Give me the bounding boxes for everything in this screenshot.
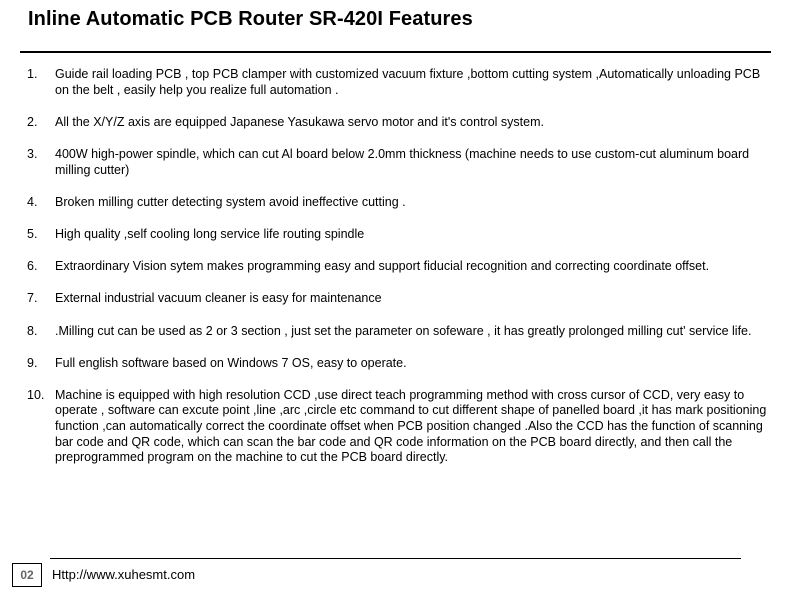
feature-item-3: [27, 147, 767, 178]
feature-item-9: [27, 356, 767, 372]
feature-item-4: [27, 195, 767, 211]
feature-number: 7.: [27, 291, 38, 306]
feature-list: [27, 67, 767, 482]
feature-text: Guide rail loading PCB , top PCB clamper with customized vacuum fixture ,bottom cutting system ,Automatically unloading PCB on the belt , easily help you realize full automation .: [55, 67, 761, 97]
feature-number: 3.: [27, 146, 38, 161]
feature-number: 9.: [27, 355, 38, 370]
feature-text: High quality ,self cooling long service life routing spindle: [55, 226, 365, 241]
footer-url-link[interactable]: Http://www.xuhesmt.com: [52, 567, 196, 582]
title-divider: [20, 51, 771, 53]
feature-text: Machine is equipped with high resolution CCD ,use direct teach programming method with cross cursor of CCD, very easy to operate , software can excute point ,line ,arc ,circle etc command to cut different shape of panelled board ,it has mark positioning function ,can automatically correct the coordinate offset when PCB position changed .Also the CCD has the function of scanning bar code and QR code, which can scan the bar code and QR code information on the PCB board directly, and then call the preprogrammed program on the machine to cut the PCB board directly.: [55, 387, 767, 465]
feature-number: 5.: [27, 226, 38, 241]
footer-divider: [50, 558, 741, 559]
feature-text: External industrial vacuum cleaner is easy for maintenance: [55, 291, 382, 306]
feature-number: 4.: [27, 194, 38, 209]
feature-number: 2.: [27, 114, 38, 129]
feature-item-6: [27, 259, 767, 275]
feature-text: Extraordinary Vision sytem makes programming easy and support fiducial recognition and correcting coordinate offset.: [55, 259, 710, 274]
feature-item-8: [27, 324, 767, 340]
page-title: Inline Automatic PCB Router SR-420I Features: [28, 8, 473, 30]
page-number: 02: [12, 563, 42, 587]
feature-item-5: [27, 227, 767, 243]
feature-text: Full english software based on Windows 7 OS, easy to operate.: [55, 355, 407, 370]
feature-number: 1.: [27, 67, 38, 81]
feature-number: 10.: [27, 387, 45, 402]
feature-text: .Milling cut can be used as 2 or 3 section , just set the parameter on sofeware , it has greatly prolonged milling cut' service life.: [55, 323, 752, 338]
feature-item-1: [27, 67, 767, 98]
feature-number: 8.: [27, 323, 38, 338]
feature-number: 6.: [27, 259, 38, 274]
feature-item-2: [27, 115, 767, 131]
feature-item-7: [27, 291, 767, 307]
feature-text: 400W high-power spindle, which can cut Al board below 2.0mm thickness (machine needs to use custom-cut aluminum board milling cutter): [55, 146, 750, 177]
feature-text: Broken milling cutter detecting system avoid ineffective cutting .: [55, 194, 406, 209]
feature-text: All the X/Y/Z axis are equipped Japanese Yasukawa servo motor and it's control system.: [55, 114, 544, 129]
feature-item-10: [27, 388, 767, 466]
